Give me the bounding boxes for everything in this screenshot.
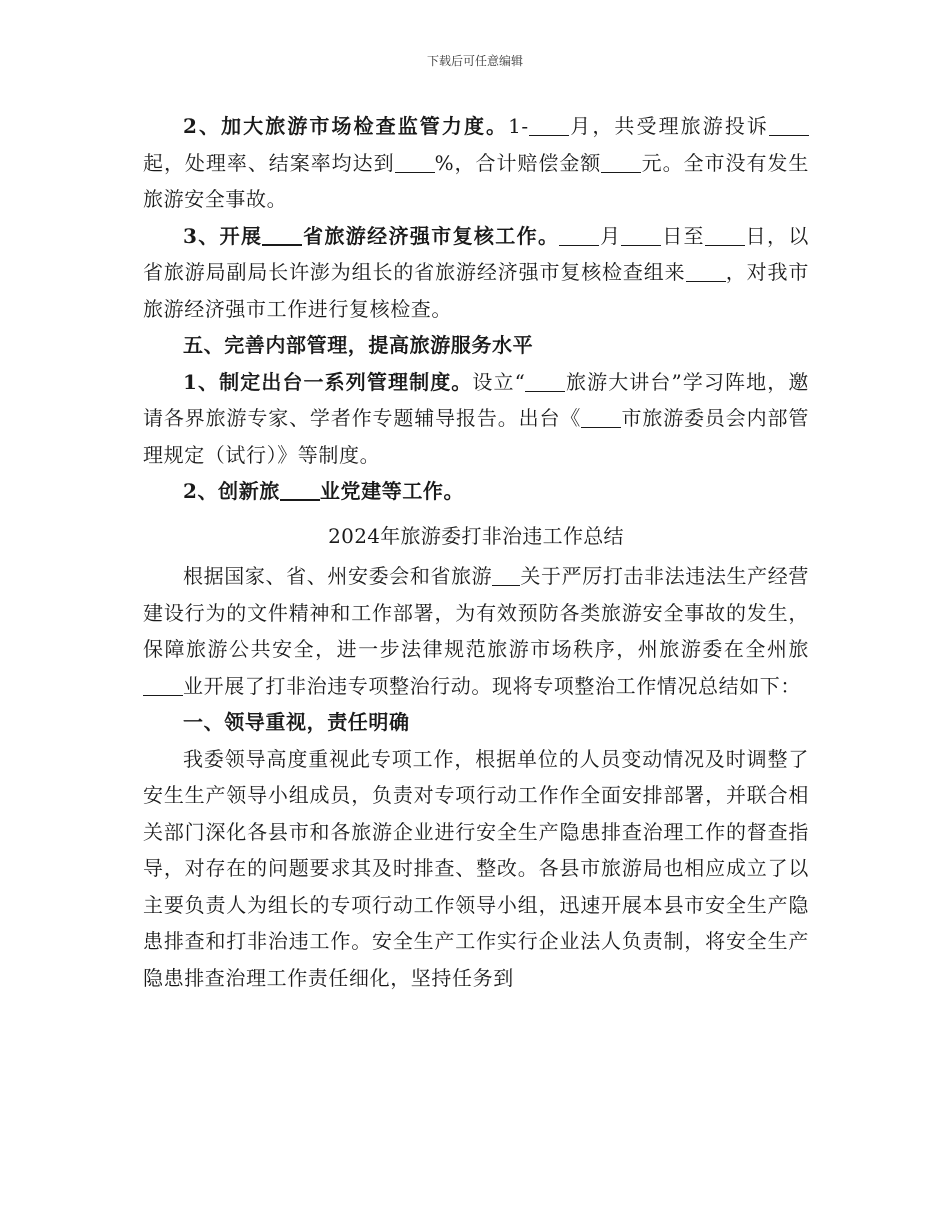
blank-field: [143, 675, 183, 696]
paragraph-lead: 2、创新旅: [183, 479, 280, 503]
blank-field: [601, 152, 641, 173]
page-header-note: 下载后可任意编辑: [426, 54, 523, 68]
paragraph-management-rules: 1、制定出台一系列管理制度。设立“ 旅游大讲台”学习阵地，邀请各界旅游专家、学者作专题辅导报告。出台《 市旅游委员会内部管理规定（试行）》等制度。: [143, 369, 809, 467]
blank-field: [621, 225, 661, 246]
blank-field: [280, 479, 320, 501]
section-heading-5: 五、完善内部管理，提高旅游服务水平: [183, 333, 534, 357]
blank-field: [705, 225, 745, 246]
blank-field: [395, 152, 435, 173]
paragraph-review-work: 3、开展 省旅游经济强市复核工作。 月 日至 日，以省旅游局副局长许澎为组长的省旅游经济强市复核检查组来 ，对我市旅游经济强市工作进行复核检查。: [143, 223, 809, 321]
paragraph-lead: 2、加大旅游市场检查监管力度。: [183, 114, 509, 138]
blank-field: [686, 261, 726, 282]
paragraph-lead: 3、开展: [183, 223, 263, 248]
blank-field: [529, 115, 569, 136]
blank-field: [581, 407, 621, 428]
paragraph-market-supervision: 2、加大旅游市场检查监管力度。1- 月，共受理旅游投诉起，处理率、结案率均达到 %，合计赔偿金额 元。全市没有发生旅游安全事故。: [143, 114, 809, 211]
blank-field: [492, 565, 520, 586]
document-title: 2024年旅游委打非治违工作总结: [328, 523, 624, 548]
paragraph-leadership: 我委领导高度重视此专项工作，根据单位的人员变动情况及时调整了安生生产领导小组成员，负责对专项行动工作作全面安排部署，并联合相关部门深化各县市和各旅游企业进行安全生产隐患排查治理工作的督查指导，对存在的问题要求其及时排查、整改。各县市旅游局也相应成立了以主要负责人为组长的专项行动工作领导小组，迅速开展本县市安全生产隐患排查和打非治违工作。安全生产工作实行企业法人负责制，将安全生产隐患排查治理工作责任细化，坚持任务到: [143, 746, 809, 990]
blank-field: [769, 115, 809, 136]
paragraph-party-building: 2、创新旅 业党建等工作。: [183, 479, 465, 503]
blank-field: [262, 224, 302, 246]
paragraph-intro: 根据国家、省、州安委会和省旅游 关于严厉打击非法违法生产经营建设行为的文件精神和工作部署，为有效预防各类旅游安全事故的发生，保障旅游公共安全，进一步法律规范旅游市场秩序，州旅游委在全州旅业开展了打非治违专项整治行动。现将专项整治工作情况总结如下：: [143, 564, 809, 698]
paragraph-lead: 1、制定出台一系列管理制度。: [183, 369, 473, 394]
document-body: [143, 108, 809, 996]
blank-field: [525, 371, 565, 392]
section-heading-1: 一、领导重视，责任明确: [183, 710, 410, 734]
blank-field: [559, 225, 599, 246]
